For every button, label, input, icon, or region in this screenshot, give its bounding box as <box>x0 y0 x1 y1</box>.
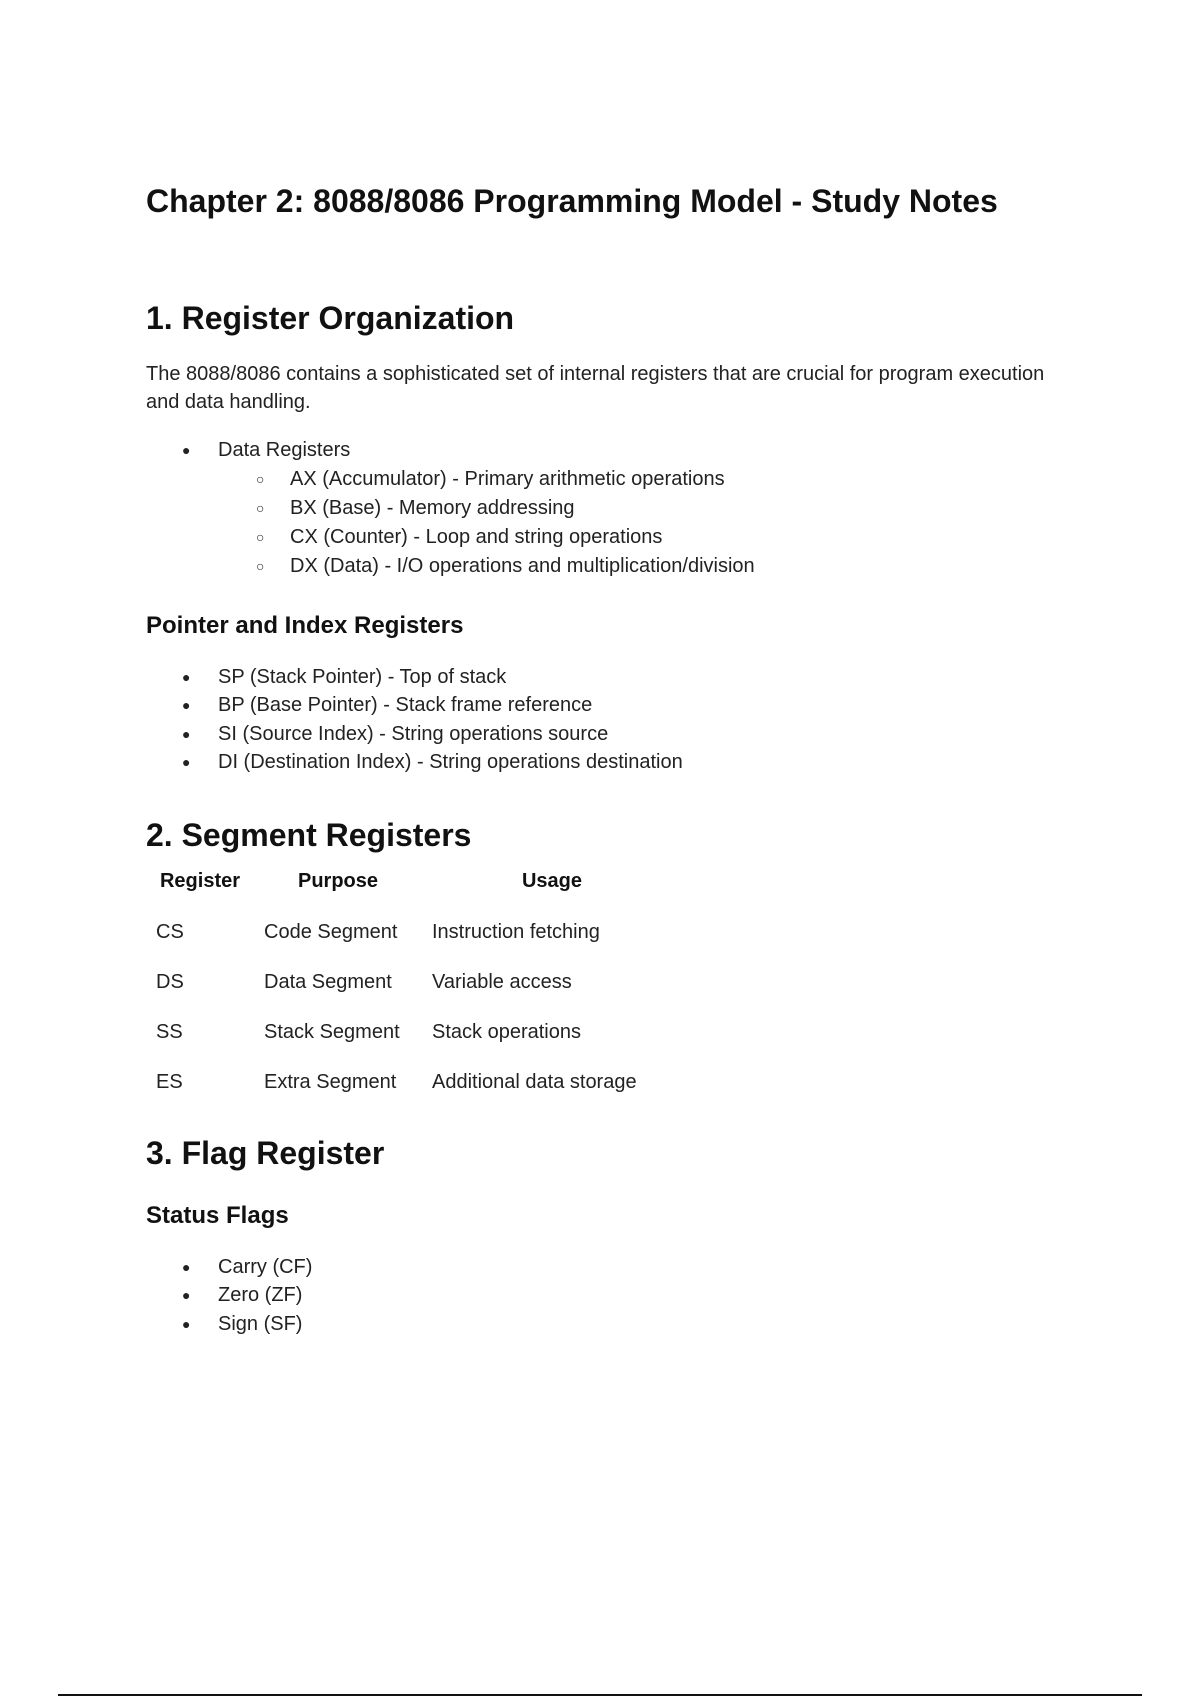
column-header: Register <box>159 869 241 892</box>
intro-paragraph: The 8088/8086 contains a sophisticated set of internal registers that are crucial for program execution and data handling. <box>146 363 1045 413</box>
pointer-index-list <box>146 663 1066 777</box>
section-flag-register <box>146 1133 1066 1339</box>
section-register-organization <box>146 298 1066 777</box>
page-divider <box>58 1694 1142 1696</box>
list-item-label: Data Registers <box>218 439 351 461</box>
table-cell: CS <box>156 920 184 943</box>
sub-list-item: ○ AX (Accumulator) - Primary arithmetic operations <box>218 465 1066 494</box>
subsection-heading: Status Flags <box>146 1201 289 1229</box>
list-item: ● Zero (ZF) <box>146 1281 1066 1310</box>
section-heading: 3. Flag Register <box>146 1134 385 1171</box>
list-item: ● BP (Base Pointer) - Stack frame reference <box>146 691 1066 720</box>
spacer <box>146 224 1066 298</box>
data-register-sublist <box>218 465 1066 581</box>
table-cell: Extra Segment <box>264 1070 397 1093</box>
table-cell: Stack operations <box>432 1020 581 1043</box>
sub-list-item: ○ BX (Base) - Memory addressing <box>218 494 1066 523</box>
section-heading: 1. Register Organization <box>146 300 515 336</box>
section-segment-registers <box>146 815 1066 1117</box>
table-cell: ES <box>156 1070 183 1093</box>
table-cell: Instruction fetching <box>432 920 600 943</box>
table-cell: Stack Segment <box>264 1020 400 1043</box>
table-row <box>146 1017 682 1067</box>
table-cell: SS <box>156 1020 183 1043</box>
document-page <box>146 178 1066 1338</box>
status-flags-list <box>146 1253 1066 1339</box>
list-item: ● SP (Stack Pointer) - Top of stack <box>146 663 1066 692</box>
table-cell: Data Segment <box>264 970 392 993</box>
data-registers-list <box>146 436 1066 581</box>
column-header: Usage <box>521 869 583 892</box>
sub-list-item: ○ DX (Data) - I/O operations and multiplication/division <box>218 552 1066 581</box>
column-header: Purpose <box>297 869 379 892</box>
list-item: ● Carry (CF) <box>146 1253 1066 1282</box>
sub-list-item: ○ CX (Counter) - Loop and string operations <box>218 523 1066 552</box>
section-heading: 2. Segment Registers <box>146 816 472 853</box>
table-cell: DS <box>156 970 184 993</box>
table-row <box>146 917 682 967</box>
list-item: ● DI (Destination Index) - String operations destination <box>146 748 1066 777</box>
list-item <box>146 436 1066 581</box>
segment-registers-table <box>146 867 682 1117</box>
table-row <box>146 1067 682 1117</box>
list-item: ● Sign (SF) <box>146 1310 1066 1339</box>
table-cell: Code Segment <box>264 920 398 943</box>
table-cell: Additional data storage <box>432 1070 637 1093</box>
table-cell: Variable access <box>432 970 572 993</box>
list-item: ● SI (Source Index) - String operations source <box>146 720 1066 749</box>
document-title: Chapter 2: 8088/8086 Programming Model - Study Notes <box>146 183 998 219</box>
subsection-heading: Pointer and Index Registers <box>146 611 464 639</box>
table-header-row <box>146 867 682 917</box>
table-row <box>146 967 682 1017</box>
